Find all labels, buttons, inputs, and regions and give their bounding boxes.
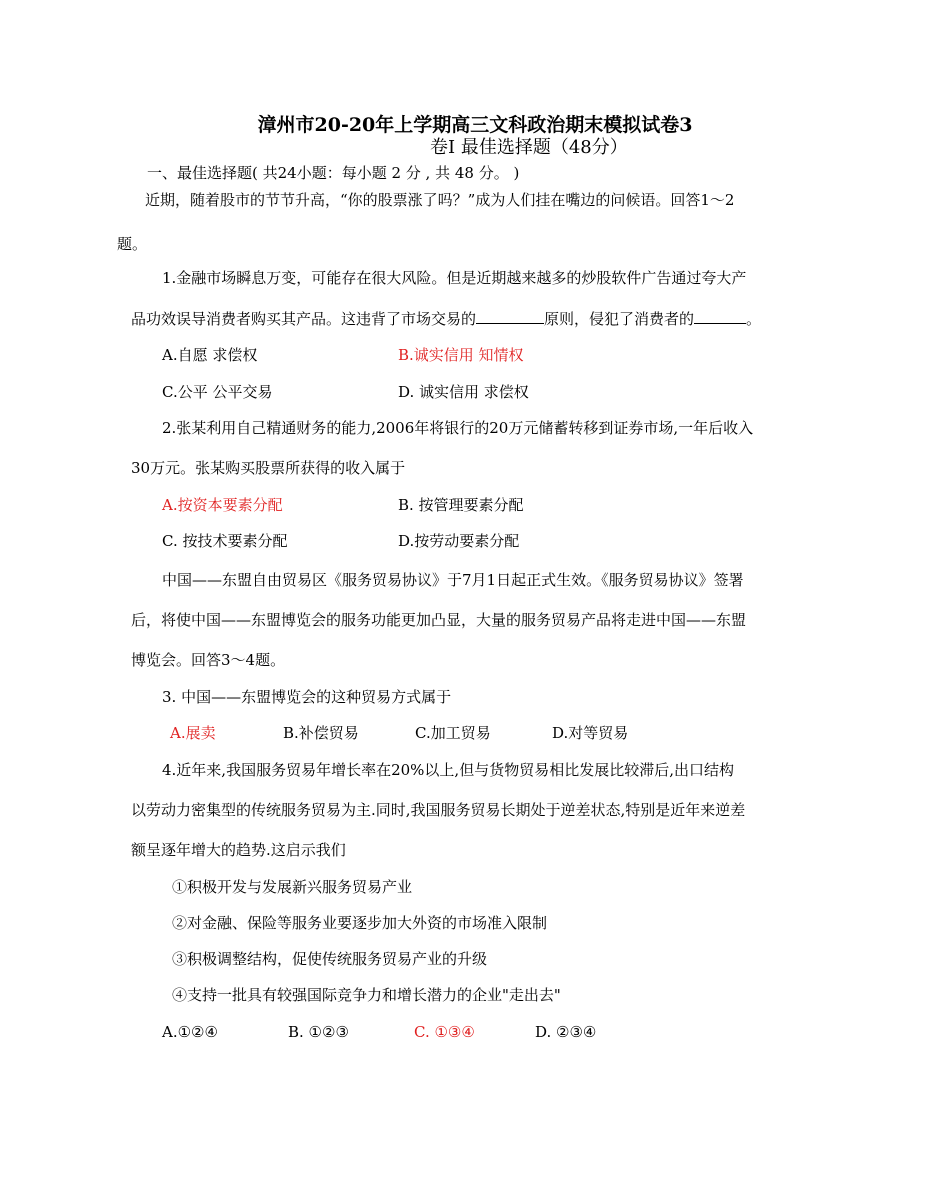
answer-blank-2	[694, 308, 746, 324]
intro-1-line-2: 题。	[117, 235, 148, 253]
question-3-option-b: B.补偿贸易	[283, 724, 359, 742]
question-2-option-a: A.按资本要素分配	[162, 496, 283, 514]
question-2-option-c: C. 按技术要素分配	[162, 532, 288, 550]
question-1-option-a: A.自愿 求偿权	[162, 346, 258, 364]
intro-2-line-1: 中国——东盟自由贸易区《服务贸易协议》于7月1日起正式生效。《服务贸易协议》签署	[162, 571, 744, 589]
question-1-stem-line-1: 1.金融市场瞬息万变，可能存在很大风险。但是近期越来越多的炒股软件广告通过夸大产	[162, 269, 747, 287]
intro-1-line-1: 近期，随着股市的节节升高，“你的股票涨了吗？”成为人们挂在嘴边的问候语。回答1～2	[145, 191, 735, 209]
question-1-text-a: 品功效误导消费者购买其产品。这违背了市场交易的	[131, 310, 477, 328]
intro-2-line-2: 后，将使中国——东盟博览会的服务功能更加凸显，大量的服务贸易产品将走进中国——东盟	[131, 611, 747, 629]
question-1-option-d: D. 诚实信用 求偿权	[398, 383, 529, 401]
question-3-stem: 3. 中国——东盟博览会的这种贸易方式属于	[162, 688, 452, 706]
question-4-option-d: D. ②③④	[535, 1023, 597, 1041]
answer-blank-1	[476, 308, 544, 324]
section-instructions: 一、最佳选择题( 共24小题：每小题 2 分 , 共 48 分。 )	[147, 164, 520, 182]
page-title: 漳州市20-20年上学期高三文科政治期末模拟试卷3	[257, 114, 693, 136]
question-4-stem-line-2: 以劳动力密集型的传统服务贸易为主.同时,我国服务贸易长期处于逆差状态,特别是近年来逆差	[131, 801, 746, 819]
question-3-option-d: D.对等贸易	[552, 724, 629, 742]
question-2-stem-line-2: 30万元。张某购买股票所获得的收入属于	[131, 459, 406, 477]
question-1-text-c: 。	[746, 310, 762, 328]
question-1-option-c: C.公平 公平交易	[162, 383, 273, 401]
question-1-stem-line-2	[131, 308, 761, 329]
intro-2-line-3: 博览会。回答3～4题。	[131, 651, 286, 669]
question-1-option-b: B.诚实信用 知情权	[398, 346, 524, 364]
question-4-option-b: B. ①②③	[288, 1023, 349, 1041]
question-2-option-b: B. 按管理要素分配	[398, 496, 524, 514]
question-4-option-a: A.①②④	[162, 1023, 218, 1041]
question-2-option-d: D.按劳动要素分配	[398, 532, 520, 550]
question-4-option-c: C. ①③④	[414, 1023, 475, 1041]
question-4-statement-2: ②对金融、保险等服务业要逐步加大外资的市场准入限制	[172, 914, 548, 932]
question-4-stem-line-1: 4.近年来,我国服务贸易年增长率在20%以上,但与货物贸易相比发展比较滞后,出口结构	[162, 761, 734, 779]
section-subtitle: 卷Ⅰ 最佳选择题（48分）	[430, 137, 628, 158]
question-4-statement-3: ③积极调整结构，促使传统服务贸易产业的升级	[172, 950, 488, 968]
question-1-text-b: 原则，侵犯了消费者的	[544, 310, 695, 328]
question-4-statement-4: ④支持一批具有较强国际竞争力和增长潜力的企业"走出去"	[172, 986, 561, 1004]
question-4-stem-line-3: 额呈逐年增大的趋势.这启示我们	[131, 841, 346, 859]
question-2-stem-line-1: 2.张某利用自己精通财务的能力,2006年将银行的20万元储蓄转移到证券市场,一年后收入	[162, 419, 754, 437]
question-3-option-c: C.加工贸易	[415, 724, 491, 742]
question-4-statement-1: ①积极开发与发展新兴服务贸易产业	[172, 878, 413, 896]
question-3-option-a: A.展卖	[170, 724, 216, 742]
